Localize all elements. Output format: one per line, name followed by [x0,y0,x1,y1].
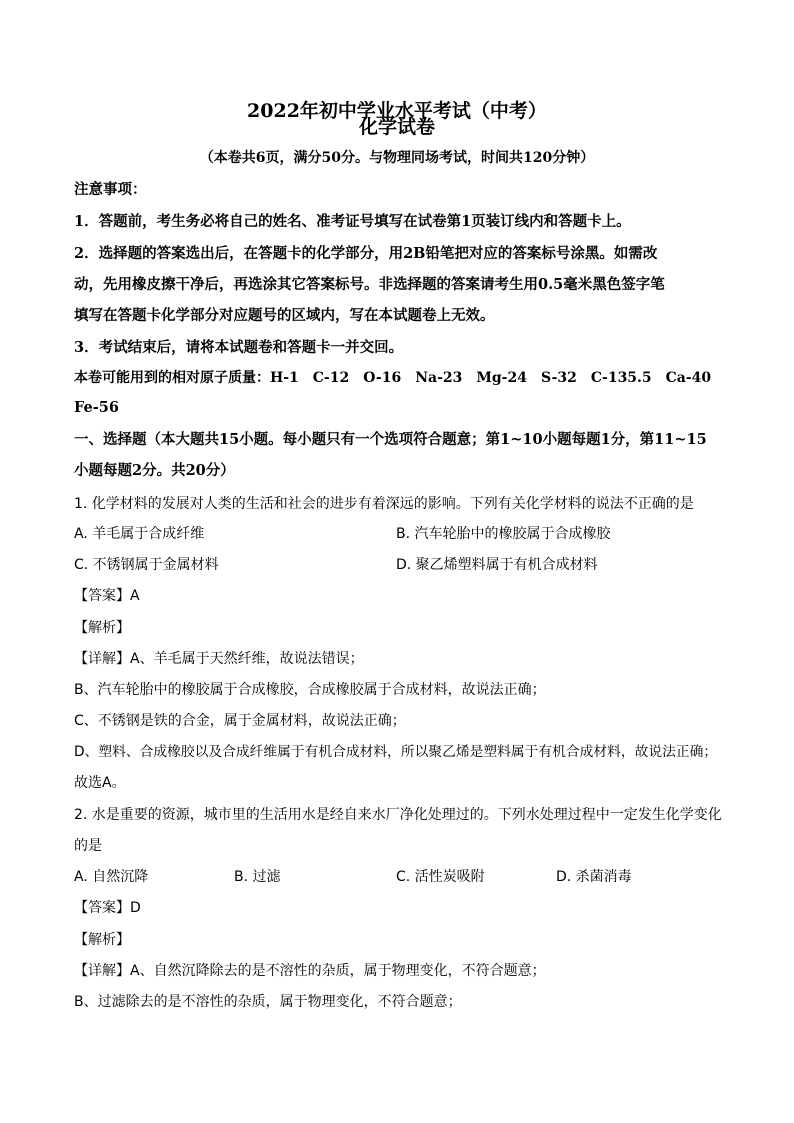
q2-answer: 【答案】D [74,900,141,916]
q2-stem-line-1: 2. 水是重要的资源，城市里的生活用水是经自来水厂净化处理过的。下列水处理过程中一定发生化学变化 [74,807,722,823]
notice-item-2-line-1: 2．选择题的答案选出后，在答题卡的化学部分，用2B铅笔把对应的答案标号涂黑。如需改 [74,245,658,262]
atomic-mass-line-2: Fe-56 [74,399,119,416]
q1-stem: 1. 化学材料的发展对人类的生活和社会的进步有着深远的影响。下列有关化学材料的说法不正确的是 [74,496,694,512]
notice-item-2-line-2: 动，先用橡皮擦干净后，再选涂其它答案标号。非选择题的答案请考生用0.5毫米黑色签字笔 [74,276,665,293]
q1-option-c: C. 不锈钢属于金属材料 [74,557,219,573]
section-heading-line-1: 一、选择题（本大题共15小题。每小题只有一个选项符合题意；第1~10小题每题1分，第11~15 [74,431,707,448]
q2-detail-a: 【详解】A、自然沉降除去的是不溶性的杂质，属于物理变化，不符合题意； [74,963,546,979]
q1-detail-b: B、汽车轮胎中的橡胶属于合成橡胶，合成橡胶属于合成材料，故说法正确； [74,682,546,698]
q1-analysis-label: 【解析】 [74,620,130,636]
page-title: 2022年初中学业水平考试（中考） [247,100,547,122]
q2-option-d: D. 杀菌消毒 [556,869,632,885]
q2-option-a: A. 自然沉降 [74,869,149,885]
q1-detail-d: D、塑料、合成橡胶以及合成纤维属于有机合成材料，所以聚乙烯是塑料属于有机合成材料，故说法正确； [74,744,718,760]
q2-detail-b: B、过滤除去的是不溶性的杂质，属于物理变化，不符合题意； [74,994,462,1010]
notice-item-1: 1．答题前，考生务必将自己的姓名、准考证号填写在试卷第1页装订线内和答题卡上。 [74,213,631,230]
q1-answer: 【答案】A [74,588,140,604]
notice-item-2-line-3: 填写在答题卡化学部分对应题号的区域内，写在本试题卷上无效。 [74,307,495,324]
q1-option-d: D. 聚乙烯塑料属于有机合成材料 [396,557,598,573]
notice-heading: 注意事项： [74,181,147,198]
q1-detail-a: 【详解】A、羊毛属于天然纤维，故说法错误； [74,651,364,667]
q2-option-b: B. 过滤 [234,869,281,885]
q2-option-c: C. 活性炭吸附 [396,869,485,885]
section-heading-line-2: 小题每题2分。共20分） [74,462,235,479]
atomic-mass-line-1: 本卷可能用到的相对原子质量：H-1 C-12 O-16 Na-23 Mg-24 S-32 C-135.5 Ca-40 [74,370,712,386]
exam-note: （本卷共6页，满分50分。与物理同场考试，时间共120分钟） [199,150,595,166]
q2-stem-line-2: 的是 [74,838,102,854]
q1-option-a: A. 羊毛属于合成纤维 [74,526,205,542]
q1-option-b: B. 汽车轮胎中的橡胶属于合成橡胶 [396,526,611,542]
q2-analysis-label: 【解析】 [74,932,130,948]
page-subtitle: 化学试卷 [358,116,435,138]
q1-detail-c: C、不锈钢是铁的合金，属于金属材料，故说法正确； [74,713,406,729]
notice-item-3: 3．考试结束后，请将本试题卷和答题卡一并交回。 [74,339,404,356]
q1-conclusion: 故选A。 [74,775,126,791]
